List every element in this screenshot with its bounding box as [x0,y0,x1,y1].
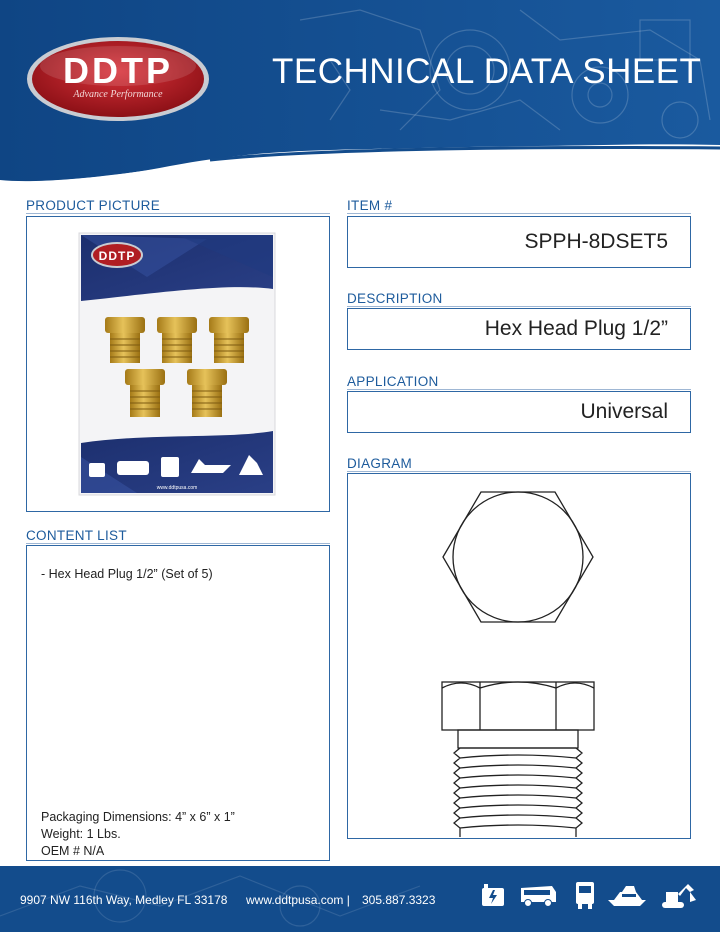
section-divider [347,306,691,307]
page-title: TECHNICAL DATA SHEET [272,52,702,91]
application-value: Universal [580,400,668,423]
footer-address: 9907 NW 116th Way, Medley FL 33178 [20,893,228,907]
item-number-value: SPPH-8DSET5 [524,230,668,253]
yacht-icon [606,880,650,910]
section-divider [347,471,691,472]
description-label: DESCRIPTION [347,291,443,306]
weight-text: Weight: 1 Lbs. [41,827,121,841]
truck-icon [572,880,598,912]
bus-icon [518,880,558,910]
footer-bar [0,866,720,932]
footer-website[interactable]: www.ddtpusa.com | [246,893,350,907]
application-box [347,391,691,433]
generator-icon [478,880,508,910]
diagram-label: DIAGRAM [347,456,413,471]
packaging-dimensions: Packaging Dimensions: 4” x 6” x 1” [41,810,235,824]
content-list-box [26,545,330,861]
section-divider [347,389,691,390]
application-label: APPLICATION [347,374,439,389]
section-divider [347,213,691,214]
package-brand-text: DDTP [98,249,136,263]
section-divider [26,213,330,214]
logo-text: DDTP [63,50,173,91]
oem-number: OEM # N/A [41,844,105,858]
description-box [347,308,691,350]
content-list-label: CONTENT LIST [26,528,127,543]
header-banner [0,0,720,190]
content-list-item: - Hex Head Plug 1/2” (Set of 5) [41,567,213,581]
package-url-text: www.ddtpusa.com [156,485,198,491]
item-number-box [347,216,691,268]
excavator-icon [658,880,698,912]
footer-phone[interactable]: 305.887.3323 [362,893,436,907]
hex-plug-diagram [348,474,690,838]
item-number-label: ITEM # [347,198,393,213]
description-value: Hex Head Plug 1/2” [484,317,668,340]
ddtp-logo [26,36,210,122]
product-picture-box [26,216,330,512]
logo-subtitle: Advance Performance [73,89,163,100]
diagram-box [347,473,691,839]
product-picture-label: PRODUCT PICTURE [26,198,161,213]
section-divider [26,543,330,544]
product-image [27,217,329,511]
